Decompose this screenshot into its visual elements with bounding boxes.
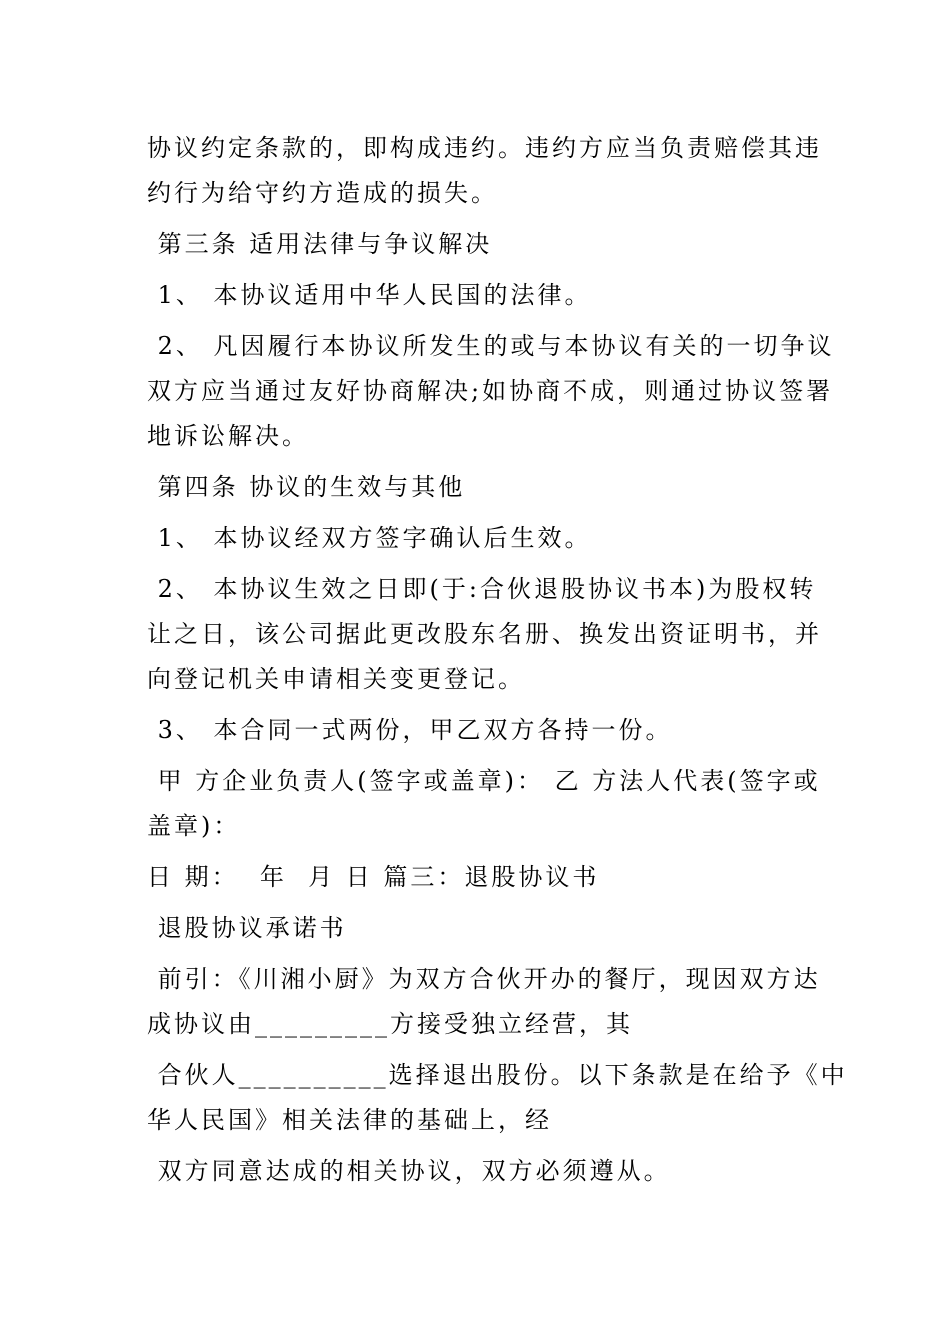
paragraph-line: 双方同意达成的相关协议，双方必须遵从。	[147, 1157, 671, 1185]
signature-line: 甲 方企业负责人(签字或盖章)： 乙 方法人代表(签字或	[147, 767, 821, 795]
paragraph-line: 前引：《川湘小厨》为双方合伙开办的餐厅，现因双方达	[147, 965, 821, 993]
date-line: 日 期： 年 月 日 篇三：退股协议书	[147, 863, 600, 891]
document-title: 退股协议承诺书	[147, 914, 347, 942]
paragraph-line: 合伙人__________选择退出股份。以下条款是在给予《中	[147, 1061, 848, 1089]
paragraph-line: 盖章)：	[147, 812, 241, 840]
clause-item: 2、 凡因履行本协议所发生的或与本协议有关的一切争议	[147, 332, 835, 360]
paragraph-line: 地诉讼解决。	[147, 422, 309, 450]
clause-item: 1、 本协议适用中华人民国的法律。	[147, 281, 592, 309]
paragraph-line: 华人民国》相关法律的基础上，经	[147, 1106, 552, 1134]
clause-item: 3、 本合同一式两份，甲乙双方各持一份。	[147, 716, 673, 744]
paragraph-line: 让之日，该公司据此更改股东名册、换发出资证明书，并	[147, 620, 822, 648]
paragraph-line: 约行为给守约方造成的损失。	[147, 179, 498, 207]
paragraph-line: 成协议由_________方接受独立经营，其	[147, 1010, 633, 1038]
paragraph-line: 协议约定条款的，即构成违约。违约方应当负责赔偿其违	[147, 134, 822, 162]
clause-item: 2、 本协议生效之日即(于:合伙退股协议书本)为股权转	[147, 575, 817, 603]
paragraph-line: 双方应当通过友好协商解决;如协商不成，则通过协议签署	[147, 377, 834, 405]
section-heading: 第四条 协议的生效与其他	[147, 473, 466, 501]
paragraph-line: 向登记机关申请相关变更登记。	[147, 665, 525, 693]
section-heading: 第三条 适用法律与争议解决	[147, 230, 493, 258]
document-body	[147, 126, 848, 1194]
clause-item: 1、 本协议经双方签字确认后生效。	[147, 524, 592, 552]
